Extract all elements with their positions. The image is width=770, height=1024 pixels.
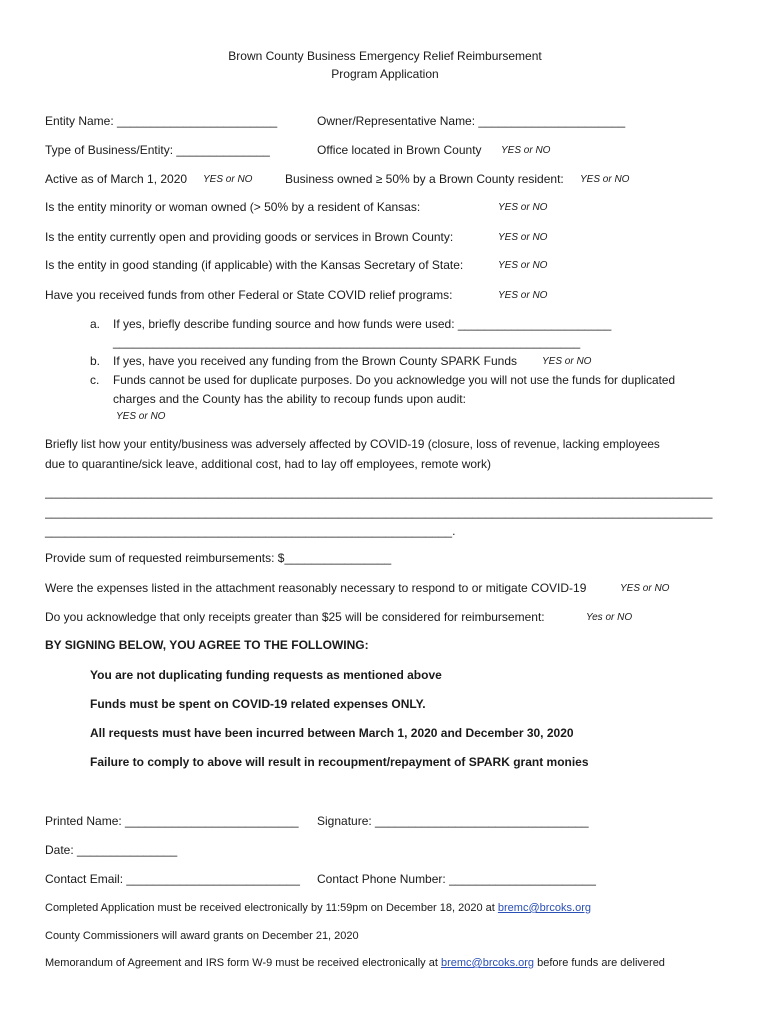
memo-note xyxy=(45,956,665,970)
impact-blank-line3[interactable]: _____________________________________________________________. xyxy=(45,524,456,538)
impact-prompt-line1: Briefly list how your entity/business was adversely affected by COVID-19 (closure, loss of revenue, lacking employees xyxy=(45,437,660,451)
question-minority-owned-yn[interactable]: YES or NO xyxy=(498,202,548,213)
subitem-a-marker: a. xyxy=(90,317,101,331)
question-currently-open: Is the entity currently open and providing goods or services in Brown County: xyxy=(45,230,454,244)
agreement-item: Failure to comply to above will result in recoupment/repayment of SPARK grant monies xyxy=(90,755,589,769)
agreement-heading: BY SIGNING BELOW, YOU AGREE TO THE FOLLOWING: xyxy=(45,638,369,652)
business-type-field[interactable]: Type of Business/Entity: ______________ xyxy=(45,143,270,157)
question-minority-owned: Is the entity minority or woman owned (> 50% by a resident of Kansas: xyxy=(45,200,421,214)
owned-50-yn[interactable]: YES or NO xyxy=(580,174,630,185)
signature-field[interactable]: Signature: ________________________________ xyxy=(317,814,589,828)
reimbursement-sum-field[interactable]: Provide sum of requested reimbursements: $________________ xyxy=(45,551,392,565)
subitem-c-line2: charges and the County has the ability to recoup funds upon audit: xyxy=(113,392,466,406)
agreement-item: Funds must be spent on COVID-19 related expenses ONLY. xyxy=(90,697,426,711)
impact-blank-line2[interactable]: ____________________________________________________________________________________________________ xyxy=(45,505,713,519)
memo-note-suffix: before funds are delivered xyxy=(534,957,665,969)
expenses-necessary-question: Were the expenses listed in the attachment reasonably necessary to respond to or mitigate COVID-19 xyxy=(45,581,587,595)
entity-name-field[interactable]: Entity Name: ________________________ xyxy=(45,114,278,128)
award-note: County Commissioners will award grants on December 21, 2020 xyxy=(45,930,359,942)
agreement-item: All requests must have been incurred between March 1, 2020 and December 30, 2020 xyxy=(90,726,574,740)
date-field[interactable]: Date: _______________ xyxy=(45,843,178,857)
email-link[interactable]: bremc@brcoks.org xyxy=(497,902,591,914)
office-located-label: Office located in Brown County xyxy=(317,143,482,157)
deadline-note xyxy=(45,901,591,915)
question-other-funds-yn[interactable]: YES or NO xyxy=(498,290,548,301)
contact-phone-field[interactable]: Contact Phone Number: ______________________ xyxy=(317,872,596,886)
form-title-line1: Brown County Business Emergency Relief Reimbursement xyxy=(228,49,542,63)
deadline-note-text: Completed Application must be received electronically by 11:59pm on December 18, 2020 at xyxy=(45,902,498,914)
owner-name-field[interactable]: Owner/Representative Name: ______________________ xyxy=(317,114,626,128)
agreement-item: You are not duplicating funding requests as mentioned above xyxy=(90,668,442,682)
subitem-c-line1: Funds cannot be used for duplicate purposes. Do you acknowledge you will not use the funds for duplicated xyxy=(113,373,676,387)
impact-prompt-line2: due to quarantine/sick leave, additional cost, had to lay off employees, remote work) xyxy=(45,457,492,471)
question-currently-open-yn[interactable]: YES or NO xyxy=(498,232,548,243)
active-as-of-label: Active as of March 1, 2020 xyxy=(45,172,188,186)
owned-50-label: Business owned ≥ 50% by a Brown County resident: xyxy=(285,172,564,186)
subitem-b-marker: b. xyxy=(90,354,101,368)
subitem-b-text: If yes, have you received any funding from the Brown County SPARK Funds xyxy=(113,354,517,368)
form-title-line2: Program Application xyxy=(331,67,439,81)
receipts-yn[interactable]: Yes or NO xyxy=(586,612,633,623)
subitem-b-yn[interactable]: YES or NO xyxy=(542,356,592,367)
expenses-necessary-yn[interactable]: YES or NO xyxy=(620,583,670,594)
impact-blank-line1[interactable]: ____________________________________________________________________________________________________ xyxy=(45,485,713,499)
email-link[interactable]: bremc@brcoks.org xyxy=(440,957,535,969)
receipts-question: Do you acknowledge that only receipts greater than $25 will be considered for reimbursement: xyxy=(45,610,545,624)
question-other-funds: Have you received funds from other Federal or State COVID relief programs: xyxy=(45,288,453,302)
question-good-standing: Is the entity in good standing (if applicable) with the Kansas Secretary of State: xyxy=(45,258,464,272)
question-good-standing-yn[interactable]: YES or NO xyxy=(498,260,548,271)
subitem-a-text[interactable]: If yes, briefly describe funding source and how funds were used: _______________________ xyxy=(113,317,612,331)
active-as-of-yn[interactable]: YES or NO xyxy=(203,174,253,185)
printed-name-field[interactable]: Printed Name: __________________________ xyxy=(45,814,299,828)
subitem-c-yn[interactable]: YES or NO xyxy=(116,411,166,422)
office-located-yn[interactable]: YES or NO xyxy=(501,145,551,156)
subitem-c-marker: c. xyxy=(90,373,100,387)
memo-note-text: Memorandum of Agreement and IRS form W-9 must be received electronically at xyxy=(45,957,441,969)
subitem-a-line2[interactable]: ______________________________________________________________________ xyxy=(113,335,581,349)
contact-email-field[interactable]: Contact Email: __________________________ xyxy=(45,872,300,886)
